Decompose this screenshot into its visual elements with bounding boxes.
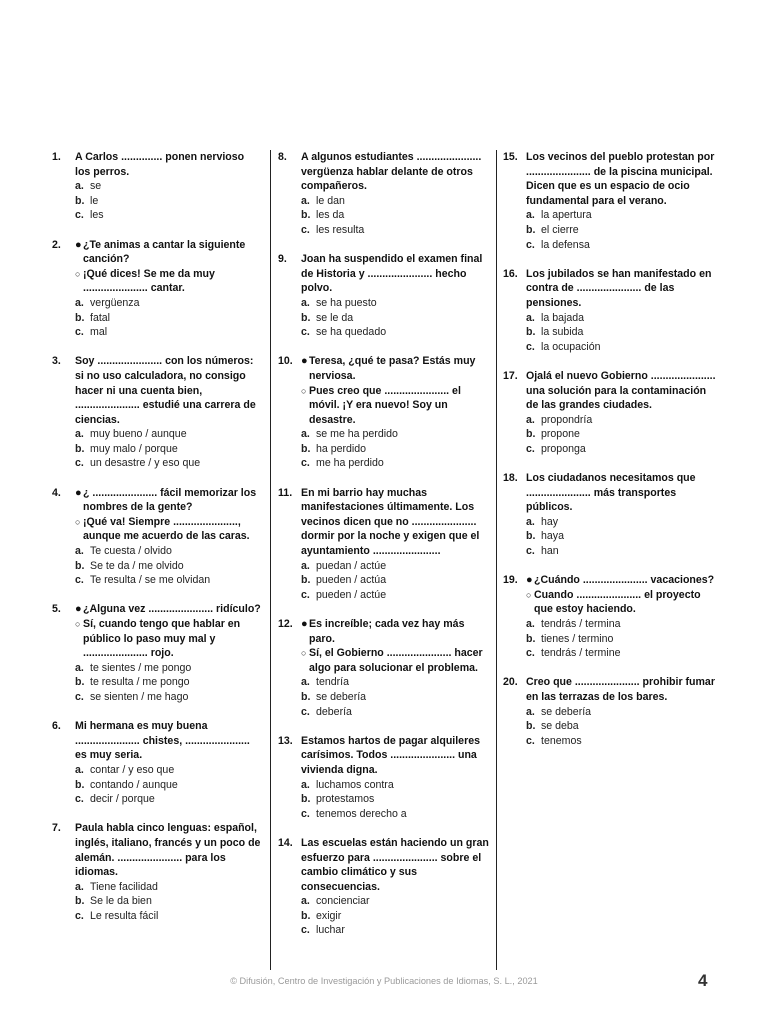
question-item bbox=[278, 354, 490, 471]
option-letter: b. bbox=[526, 530, 536, 543]
question-number: 8. bbox=[278, 151, 287, 163]
answer-option[interactable] bbox=[526, 325, 719, 340]
question-stem: En mi barrio hay muchas manifestaciones últimamente. Los vecinos dicen que no ...................... dormir por la noche y exigen que el ayuntamiento ....................... bbox=[301, 486, 480, 558]
question-number: 11. bbox=[278, 486, 293, 499]
option-text: se debería bbox=[541, 705, 592, 718]
question-item bbox=[503, 573, 719, 661]
question-number: 9. bbox=[278, 253, 287, 266]
question-number: 10. bbox=[278, 355, 293, 368]
answer-option[interactable] bbox=[301, 223, 490, 238]
exercise-column-2 bbox=[278, 150, 490, 953]
option-text: debería bbox=[316, 705, 352, 718]
answer-option[interactable] bbox=[301, 194, 490, 209]
answer-option[interactable] bbox=[301, 325, 490, 340]
answer-option[interactable] bbox=[75, 661, 262, 676]
option-letter: a. bbox=[301, 296, 310, 309]
bullet-dot-icon: ● bbox=[75, 238, 82, 251]
option-text: te resulta / me pongo bbox=[90, 676, 190, 689]
option-letter: c. bbox=[526, 238, 535, 251]
question-item bbox=[278, 734, 490, 822]
dialog-text: Sí, el Gobierno ...................... hacer algo para solucionar el problema. bbox=[309, 647, 483, 674]
question-stem: Ojalá el nuevo Gobierno ...................... una solución para la contaminación de las grandes ciudades. bbox=[526, 369, 716, 412]
option-letter: c. bbox=[75, 326, 84, 339]
question-item bbox=[52, 354, 262, 471]
option-text: contar / y eso que bbox=[90, 763, 175, 776]
page-number: 4 bbox=[698, 971, 708, 990]
bullet-ring-icon: ○ bbox=[75, 268, 81, 279]
answer-option[interactable] bbox=[301, 807, 490, 822]
option-text: tendrás / termina bbox=[541, 618, 621, 630]
option-letter: c. bbox=[301, 807, 310, 820]
question-item bbox=[52, 150, 262, 223]
answer-option[interactable] bbox=[75, 456, 262, 471]
option-letter: a. bbox=[526, 618, 535, 630]
answer-option[interactable] bbox=[75, 208, 262, 223]
option-text: muy bueno / aunque bbox=[90, 428, 187, 441]
option-letter: b. bbox=[301, 909, 311, 922]
option-letter: b. bbox=[301, 690, 311, 703]
question-stem: Creo que ...................... prohibir fumar en las terrazas de los bares. bbox=[526, 676, 715, 703]
answer-option[interactable] bbox=[301, 311, 490, 326]
option-text: Tiene facilidad bbox=[90, 880, 158, 893]
option-letter: c. bbox=[75, 793, 84, 806]
option-text: se bbox=[90, 180, 102, 193]
question-stem: A Carlos .............. ponen nervioso los perros. bbox=[75, 151, 245, 178]
answer-option[interactable] bbox=[526, 208, 719, 223]
option-letter: b. bbox=[526, 223, 536, 236]
bullet-ring-icon: ○ bbox=[301, 385, 307, 396]
answer-option[interactable] bbox=[526, 427, 719, 442]
option-letter: c. bbox=[301, 588, 310, 601]
question-item bbox=[278, 617, 490, 719]
answer-option[interactable] bbox=[526, 734, 719, 749]
option-letter: c. bbox=[75, 909, 84, 922]
option-text: fatal bbox=[90, 311, 111, 324]
option-letter: c. bbox=[301, 457, 310, 470]
option-letter: c. bbox=[526, 734, 535, 747]
dialog-line bbox=[75, 602, 262, 617]
option-letter: b. bbox=[301, 311, 311, 324]
answer-option[interactable] bbox=[526, 617, 719, 632]
question-item bbox=[278, 836, 490, 938]
bullet-ring-icon: ○ bbox=[75, 516, 81, 527]
option-text: un desastre / y eso que bbox=[90, 457, 201, 470]
question-stem: A algunos estudiantes ...................... vergüenza hablar delante de otros compañeros. bbox=[301, 151, 482, 193]
question-item bbox=[278, 150, 490, 238]
option-text: el cierre bbox=[541, 223, 579, 236]
option-letter: c. bbox=[301, 705, 310, 718]
dialog-line bbox=[75, 238, 262, 267]
option-letter: b. bbox=[526, 326, 536, 339]
answer-option[interactable] bbox=[301, 894, 490, 909]
question-number: 5. bbox=[52, 603, 61, 616]
answer-option[interactable] bbox=[75, 894, 262, 909]
dialog-text: ¿Alguna vez ...................... ridículo? bbox=[83, 603, 261, 616]
option-text: Se te da / me olvido bbox=[90, 559, 184, 572]
option-letter: c. bbox=[526, 340, 535, 353]
answer-option[interactable] bbox=[75, 559, 262, 574]
dialog-text: ¡Qué dices! Se me da muy ...................... cantar. bbox=[83, 267, 215, 295]
question-item bbox=[503, 471, 719, 559]
option-letter: a. bbox=[301, 895, 310, 908]
answer-option[interactable] bbox=[526, 705, 719, 720]
option-letter: b. bbox=[301, 209, 311, 222]
option-letter: c. bbox=[75, 457, 84, 470]
answer-option[interactable] bbox=[75, 296, 262, 311]
question-number: 1. bbox=[52, 151, 61, 163]
question-item bbox=[503, 675, 719, 748]
option-text: luchamos contra bbox=[316, 778, 394, 791]
answer-option[interactable] bbox=[526, 515, 719, 530]
dialog-line bbox=[526, 588, 719, 617]
option-letter: a. bbox=[526, 515, 535, 528]
option-text: se le da bbox=[316, 311, 354, 324]
option-text: concienciar bbox=[316, 895, 370, 908]
option-text: muy malo / porque bbox=[90, 442, 178, 455]
option-letter: a. bbox=[526, 311, 535, 324]
answer-option[interactable] bbox=[75, 792, 262, 807]
option-text: tenemos derecho a bbox=[316, 807, 407, 820]
dialog-line bbox=[526, 573, 719, 588]
answer-option[interactable] bbox=[301, 705, 490, 720]
question-number: 19. bbox=[503, 574, 518, 587]
answer-option[interactable] bbox=[526, 529, 719, 544]
question-item bbox=[52, 238, 262, 340]
answer-option[interactable] bbox=[301, 427, 490, 442]
dialog-text: ¿Te animas a cantar la siguiente canción? bbox=[83, 238, 246, 266]
option-text: la bajada bbox=[541, 311, 585, 324]
option-text: se deba bbox=[541, 720, 579, 733]
option-letter: b. bbox=[301, 793, 311, 806]
option-text: pueden / actúa bbox=[316, 574, 387, 587]
option-text: se sienten / me hago bbox=[90, 690, 189, 703]
bullet-ring-icon: ○ bbox=[75, 619, 81, 629]
answer-option[interactable] bbox=[301, 559, 490, 574]
option-text: vergüenza bbox=[90, 296, 140, 309]
option-letter: c. bbox=[301, 223, 310, 236]
option-text: puedan / actúe bbox=[316, 559, 387, 572]
bullet-ring-icon: ○ bbox=[301, 648, 307, 659]
option-letter: a. bbox=[301, 428, 310, 441]
dialog-text: Sí, cuando tengo que hablar en público lo paso muy mal y ...................... rojo. bbox=[83, 618, 241, 660]
dialog-text: Teresa, ¿qué te pasa? Estás muy nerviosa. bbox=[309, 355, 476, 382]
question-number: 15. bbox=[503, 151, 518, 163]
option-text: tendría bbox=[316, 676, 349, 689]
option-letter: a. bbox=[75, 880, 84, 893]
answer-option[interactable] bbox=[526, 340, 719, 355]
option-letter: b. bbox=[526, 428, 536, 441]
answer-option[interactable] bbox=[526, 223, 719, 238]
option-text: le dan bbox=[316, 194, 345, 207]
dialog-line bbox=[301, 354, 490, 383]
question-item bbox=[52, 821, 262, 923]
question-item bbox=[503, 369, 719, 457]
answer-option[interactable] bbox=[75, 311, 262, 326]
question-stem: Los vecinos del pueblo protestan por ...................... de la piscina municipal. Dicen que es un espacio de ocio fundamental para el verano. bbox=[526, 151, 715, 207]
answer-option[interactable] bbox=[75, 690, 262, 705]
option-text: les bbox=[90, 209, 104, 222]
answer-option[interactable] bbox=[526, 442, 719, 457]
answer-option[interactable] bbox=[301, 442, 490, 457]
option-letter: a. bbox=[75, 428, 84, 441]
question-stem: Las escuelas están haciendo un gran esfuerzo para ...................... sobre el cambio climático y sus consecuencias. bbox=[301, 836, 489, 893]
answer-option[interactable] bbox=[75, 909, 262, 924]
option-letter: c. bbox=[75, 690, 84, 703]
question-number: 12. bbox=[278, 618, 293, 630]
question-stem: Joan ha suspendido el examen final de Historia y ...................... hecho polvo. bbox=[301, 253, 483, 295]
answer-option[interactable] bbox=[301, 208, 490, 223]
dialog-line bbox=[75, 515, 262, 544]
option-text: les da bbox=[316, 209, 345, 222]
option-text: la subida bbox=[541, 326, 584, 339]
answer-option[interactable] bbox=[75, 179, 262, 194]
question-item bbox=[278, 252, 490, 340]
option-text: exigir bbox=[316, 909, 342, 922]
option-text: propone bbox=[541, 428, 580, 441]
option-text: le bbox=[90, 194, 99, 207]
answer-option[interactable] bbox=[75, 325, 262, 340]
option-text: haya bbox=[541, 530, 564, 543]
option-text: hay bbox=[541, 515, 559, 528]
option-letter: a. bbox=[301, 676, 310, 689]
option-letter: c. bbox=[526, 442, 535, 455]
option-text: la defensa bbox=[541, 238, 590, 251]
question-item bbox=[503, 267, 719, 355]
option-letter: b. bbox=[75, 442, 85, 455]
option-letter: a. bbox=[75, 545, 84, 558]
dialog-text: ¡Qué va! Siempre ......................, aunque me acuerdo de las caras. bbox=[83, 515, 250, 543]
option-text: Le resulta fácil bbox=[90, 909, 159, 922]
question-number: 4. bbox=[52, 486, 61, 499]
option-letter: b. bbox=[75, 676, 85, 689]
option-text: mal bbox=[90, 326, 108, 339]
column-divider bbox=[270, 150, 271, 970]
question-item bbox=[503, 150, 719, 252]
question-number: 13. bbox=[278, 734, 293, 747]
answer-option[interactable] bbox=[301, 675, 490, 690]
option-letter: b. bbox=[75, 194, 85, 207]
copyright-footer: © Difusión, Centro de Investigación y Publicaciones de Idiomas, S. L., 2021 bbox=[230, 976, 538, 986]
answer-option[interactable] bbox=[301, 296, 490, 311]
answer-option[interactable] bbox=[301, 690, 490, 705]
answer-option[interactable] bbox=[75, 763, 262, 778]
answer-option[interactable] bbox=[75, 427, 262, 442]
option-letter: a. bbox=[526, 413, 535, 426]
option-letter: a. bbox=[526, 209, 535, 222]
option-text: protestamos bbox=[316, 793, 375, 806]
question-stem: Mi hermana es muy buena ...................... chistes, ...................... es muy seria. bbox=[75, 720, 250, 762]
option-text: Se le da bien bbox=[90, 895, 152, 908]
question-stem: Paula habla cinco lenguas: español, inglés, italiano, francés y un poco de alemán. ...................... para los idiomas. bbox=[75, 822, 261, 879]
option-letter: b. bbox=[75, 778, 85, 791]
question-stem: Soy ...................... con los números: si no uso calculadora, no consigo hacer ni una cuenta bien, ...................... estudié una carrera de ciencias. bbox=[75, 355, 256, 426]
question-number: 14. bbox=[278, 836, 293, 849]
answer-option[interactable] bbox=[301, 923, 490, 938]
option-letter: b. bbox=[526, 720, 536, 733]
option-letter: a. bbox=[75, 180, 84, 193]
question-item bbox=[52, 719, 262, 807]
answer-option[interactable] bbox=[301, 792, 490, 807]
option-letter: c. bbox=[526, 647, 535, 660]
answer-option[interactable] bbox=[526, 238, 719, 253]
option-text: proponga bbox=[541, 442, 586, 455]
option-text: la ocupación bbox=[541, 340, 601, 353]
option-text: la apertura bbox=[541, 209, 592, 222]
option-text: tienes / termino bbox=[541, 632, 614, 645]
option-text: han bbox=[541, 545, 559, 558]
question-stem: Los ciudadanos necesitamos que ...................... más transportes públicos. bbox=[526, 472, 696, 514]
option-letter: a. bbox=[75, 763, 84, 776]
option-text: tendrás / termine bbox=[541, 647, 621, 660]
answer-option[interactable] bbox=[526, 311, 719, 326]
dialog-text: Es increíble; cada vez hay más paro. bbox=[309, 618, 465, 645]
bullet-dot-icon: ● bbox=[75, 486, 82, 499]
option-letter: b. bbox=[301, 442, 311, 455]
option-text: se ha quedado bbox=[316, 326, 387, 339]
option-text: Te cuesta / olvido bbox=[90, 545, 172, 558]
answer-option[interactable] bbox=[75, 778, 262, 793]
dialog-text: Pues creo que ...................... el móvil. ¡Y era nuevo! Soy un desastre. bbox=[309, 384, 461, 426]
option-text: decir / porque bbox=[90, 793, 155, 806]
answer-option[interactable] bbox=[301, 456, 490, 471]
question-number: 6. bbox=[52, 720, 61, 733]
answer-option[interactable] bbox=[301, 909, 490, 924]
bullet-ring-icon: ○ bbox=[526, 589, 532, 600]
option-letter: a. bbox=[526, 705, 535, 718]
option-letter: b. bbox=[526, 632, 536, 645]
exercise-column-3 bbox=[503, 150, 719, 763]
option-text: me ha perdido bbox=[316, 457, 384, 470]
question-item bbox=[52, 486, 262, 588]
question-number: 3. bbox=[52, 355, 61, 368]
answer-option[interactable] bbox=[75, 544, 262, 559]
answer-option[interactable] bbox=[75, 194, 262, 209]
option-text: ha perdido bbox=[316, 442, 367, 455]
bullet-dot-icon: ● bbox=[301, 618, 308, 630]
answer-option[interactable] bbox=[301, 778, 490, 793]
option-text: Te resulta / se me olvidan bbox=[90, 574, 211, 587]
bullet-dot-icon: ● bbox=[526, 574, 533, 587]
answer-option[interactable] bbox=[75, 675, 262, 690]
dialog-line bbox=[301, 646, 490, 675]
dialog-text: Cuando ...................... el proyecto que estoy haciendo. bbox=[534, 588, 701, 616]
option-text: se me ha perdido bbox=[316, 428, 398, 441]
answer-option[interactable] bbox=[526, 719, 719, 734]
bullet-dot-icon: ● bbox=[75, 603, 82, 616]
option-letter: a. bbox=[301, 194, 310, 207]
question-item bbox=[52, 602, 262, 704]
dialog-line bbox=[301, 384, 490, 428]
option-letter: c. bbox=[526, 545, 535, 558]
option-letter: a. bbox=[75, 296, 84, 309]
option-text: se ha puesto bbox=[316, 296, 377, 309]
answer-option[interactable] bbox=[526, 646, 719, 661]
option-letter: c. bbox=[75, 209, 84, 222]
answer-option[interactable] bbox=[75, 573, 262, 588]
dialog-line bbox=[301, 617, 490, 646]
exercise-column-1 bbox=[52, 150, 262, 938]
option-letter: b. bbox=[75, 311, 85, 324]
answer-option[interactable] bbox=[526, 544, 719, 559]
question-item bbox=[278, 486, 490, 603]
option-text: te sientes / me pongo bbox=[90, 661, 192, 674]
option-text: pueden / actúe bbox=[316, 588, 387, 601]
question-stem: Los jubilados se han manifestado en contra de ...................... de las pensiones. bbox=[526, 267, 712, 309]
option-letter: b. bbox=[75, 895, 85, 908]
question-number: 18. bbox=[503, 472, 518, 485]
option-text: se debería bbox=[316, 690, 367, 703]
option-letter: c. bbox=[301, 326, 310, 339]
option-letter: a. bbox=[301, 778, 310, 791]
option-letter: a. bbox=[301, 559, 310, 572]
answer-option[interactable] bbox=[526, 413, 719, 428]
question-stem: Estamos hartos de pagar alquileres carísimos. Todos ...................... una vivienda digna. bbox=[301, 734, 480, 776]
option-text: les resulta bbox=[316, 223, 365, 236]
dialog-text: ¿ ...................... fácil memorizar los nombres de la gente? bbox=[83, 486, 257, 514]
answer-option[interactable] bbox=[75, 442, 262, 457]
dialog-line bbox=[75, 267, 262, 296]
question-number: 17. bbox=[503, 369, 518, 382]
dialog-line bbox=[75, 617, 262, 661]
question-number: 20. bbox=[503, 676, 518, 689]
answer-option[interactable] bbox=[301, 573, 490, 588]
answer-option[interactable] bbox=[526, 632, 719, 647]
option-text: tenemos bbox=[541, 734, 582, 747]
option-letter: c. bbox=[75, 574, 84, 587]
answer-option[interactable] bbox=[75, 880, 262, 895]
option-text: contando / aunque bbox=[90, 778, 178, 791]
dialog-text: ¿Cuándo ...................... vacaciones? bbox=[534, 574, 715, 587]
bullet-dot-icon: ● bbox=[301, 355, 308, 368]
question-number: 16. bbox=[503, 267, 518, 280]
option-text: propondría bbox=[541, 413, 593, 426]
answer-option[interactable] bbox=[301, 588, 490, 603]
option-letter: b. bbox=[301, 574, 311, 587]
option-letter: a. bbox=[75, 661, 84, 674]
column-divider bbox=[496, 150, 497, 970]
dialog-line bbox=[75, 486, 262, 515]
question-number: 2. bbox=[52, 238, 61, 251]
question-number: 7. bbox=[52, 822, 61, 835]
option-letter: b. bbox=[75, 559, 85, 572]
option-text: luchar bbox=[316, 924, 345, 937]
option-letter: c. bbox=[301, 924, 310, 937]
